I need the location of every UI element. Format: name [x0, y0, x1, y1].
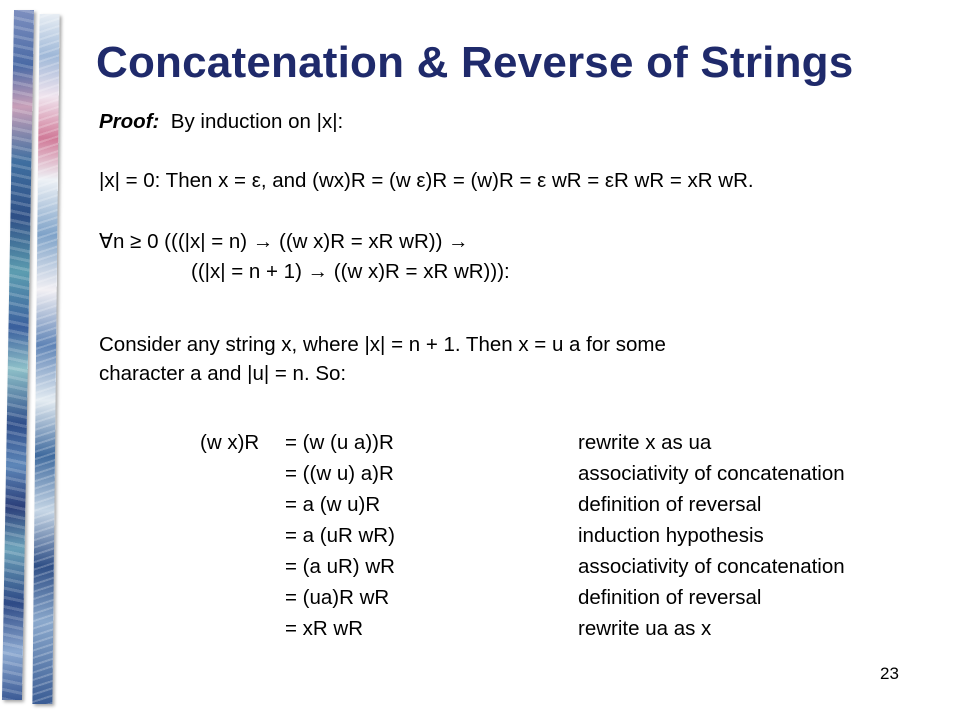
step-expr: = a (w u)R — [285, 493, 381, 516]
step-note: rewrite x as ua — [578, 431, 712, 454]
step-expr: = (ua)R wR — [285, 586, 390, 609]
inductive-line-2 — [191, 260, 510, 284]
step-note: rewrite ua as x — [578, 617, 712, 640]
step-expr: = xR wR — [285, 617, 364, 640]
base-case-line — [99, 169, 754, 193]
proof-text: By induction on |x|: — [170, 110, 344, 133]
decorative-strip-right — [32, 14, 59, 704]
step-expr: = ((w u) a)R — [285, 462, 394, 485]
step-expr: = a (uR wR) — [285, 524, 395, 547]
consider-line-2 — [99, 362, 346, 386]
inductive-text-2: ((|x| = n + 1) → ((w x)R = xR wR))): — [191, 260, 510, 283]
step-note: induction hypothesis — [578, 524, 764, 547]
step-note: associativity of concatenation — [578, 555, 845, 578]
step-lhs: (w x)R — [200, 431, 260, 454]
consider-line-1 — [99, 333, 666, 357]
inductive-text-1: ∀n ≥ 0 (((|x| = n) → ((w x)R = xR wR)) → — [99, 230, 469, 253]
step-expr: = (a uR) wR — [285, 555, 395, 578]
decorative-strip-left — [2, 10, 34, 700]
consider-text-1: Consider any string x, where |x| = n + 1. Then x = u a for some — [99, 333, 666, 356]
step-note: definition of reversal — [578, 586, 762, 609]
step-note: associativity of concatenation — [578, 462, 845, 485]
proof-line — [99, 110, 343, 134]
slide-title: Concatenation & Reverse of Strings — [96, 38, 854, 87]
step-note: definition of reversal — [578, 493, 762, 516]
base-case-text: |x| = 0: Then x = ε, and (wx)R = (w ε)R = (w)R = ε wR = εR wR = xR wR. — [99, 169, 754, 192]
inductive-line-1 — [99, 230, 469, 254]
consider-text-2: character a and |u| = n. So: — [99, 362, 347, 385]
page-number: 23 — [880, 664, 899, 683]
step-expr: = (w (u a))R — [285, 431, 394, 454]
proof-label: Proof: — [99, 110, 160, 133]
